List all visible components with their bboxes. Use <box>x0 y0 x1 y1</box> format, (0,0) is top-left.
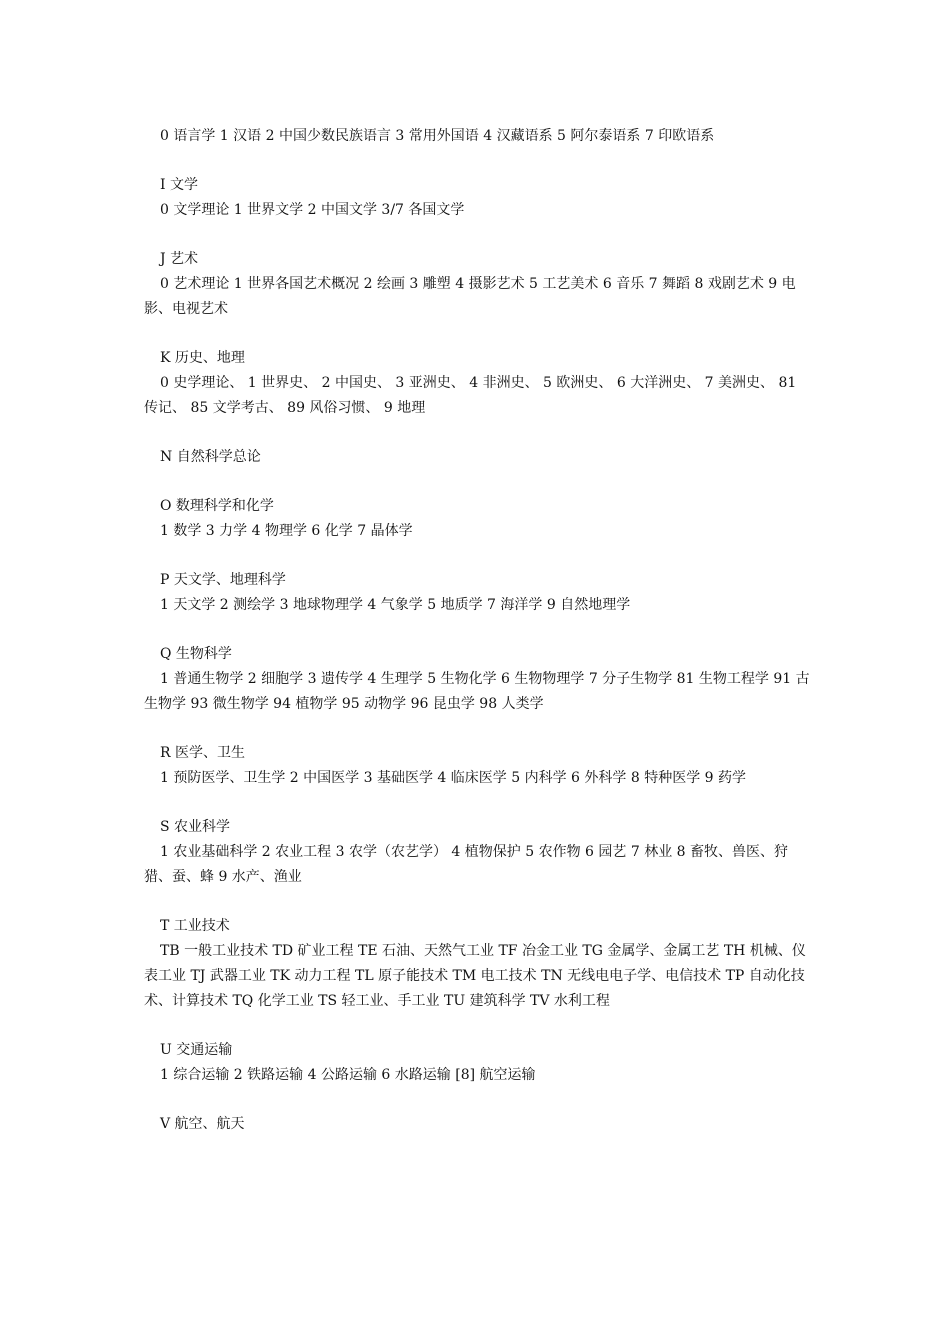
section-5-heading: O 数理科学和化学 <box>160 498 274 514</box>
section-9-heading: S 农业科学 <box>160 819 231 835</box>
section-7-heading: Q 生物科学 <box>160 646 232 662</box>
section-12-heading: V 航空、航天 <box>160 1116 245 1132</box>
section-gap <box>144 322 814 346</box>
document-page <box>144 124 814 1137</box>
section-gap <box>144 223 814 247</box>
section-7-body: 1 普通生物学 2 细胞学 3 遗传学 4 生理学 5 生物化学 6 生物物理学 7 分子生物学 81 生物工程学 91 古生物学 93 微生物学 94 植物学 95 动物学 96 昆虫学 98 人类学 <box>144 671 810 712</box>
section-10-body: TB 一般工业技术 TD 矿业工程 TE 石油、天然气工业 TF 冶金工业 TG 金属学、金属工艺 TH 机械、仪表工业 TJ 武器工业 TK 动力工程 TL 原子能技术 TM 电工技术 TN 无线电电子学、电信技术 TP 自动化技术、计算技术 TQ 化学工业 TS 轻工业、手工业 TU 建筑科学 TV 水利工程 <box>144 943 806 1009</box>
section-gap <box>144 890 814 914</box>
section-5-body: 1 数学 3 力学 4 物理学 6 化学 7 晶体学 <box>160 523 413 539</box>
section-11-heading: U 交通运输 <box>160 1042 233 1058</box>
section-gap <box>144 544 814 568</box>
section-gap <box>144 1014 814 1038</box>
section-1-body: 0 文学理论 1 世界文学 2 中国文学 3/7 各国文学 <box>160 202 465 218</box>
section-3-heading: K 历史、地理 <box>160 350 245 366</box>
section-0-body: 0 语言学 1 汉语 2 中国少数民族语言 3 常用外国语 4 汉藏语系 5 阿尔泰语系 7 印欧语系 <box>160 128 715 144</box>
section-gap <box>144 470 814 494</box>
section-2-heading: J 艺术 <box>160 251 199 267</box>
section-6-body: 1 天文学 2 测绘学 3 地球物理学 4 气象学 5 地质学 7 海洋学 9 自然地理学 <box>160 597 631 613</box>
section-2-body: 0 艺术理论 1 世界各国艺术概况 2 绘画 3 雕塑 4 摄影艺术 5 工艺美术 6 音乐 7 舞蹈 8 戏剧艺术 9 电影、电视艺术 <box>144 276 796 317</box>
section-3-body: 0 史学理论、 1 世界史、 2 中国史、 3 亚洲史、 4 非洲史、 5 欧洲史、 6 大洋洲史、 7 美洲史、 81 传记、 85 文学考古、 89 风俗习惯、 9 地理 <box>144 375 797 416</box>
section-8-body: 1 预防医学、卫生学 2 中国医学 3 基础医学 4 临床医学 5 内科学 6 外科学 8 特种医学 9 药学 <box>160 770 747 786</box>
section-9-body: 1 农业基础科学 2 农业工程 3 农学（农艺学） 4 植物保护 5 农作物 6 园艺 7 林业 8 畜牧、兽医、狩猎、蚕、蜂 9 水产、渔业 <box>144 844 789 885</box>
section-6-heading: P 天文学、地理科学 <box>160 572 286 588</box>
section-10-heading: T 工业技术 <box>160 918 230 934</box>
section-gap <box>144 618 814 642</box>
section-4-heading: N 自然科学总论 <box>160 449 261 465</box>
section-gap <box>144 421 814 445</box>
section-8-heading: R 医学、卫生 <box>160 745 245 761</box>
section-11-body: 1 综合运输 2 铁路运输 4 公路运输 6 水路运输 [8] 航空运输 <box>160 1067 536 1083</box>
section-gap <box>144 1088 814 1112</box>
section-1-heading: I 文学 <box>160 177 198 193</box>
section-gap <box>144 717 814 741</box>
section-gap <box>144 791 814 815</box>
section-gap <box>144 149 814 173</box>
